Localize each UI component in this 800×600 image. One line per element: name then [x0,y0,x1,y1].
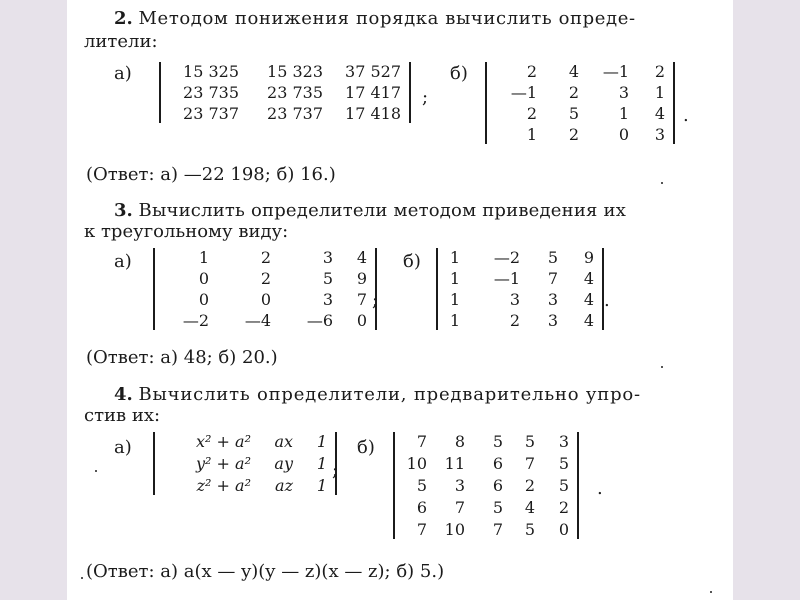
problem-4-number: 4. [114,384,133,405]
determinant-cell: 7 [524,454,535,473]
determinant-cell: 3 [509,290,520,309]
determinant-cell: 23 737 [267,104,323,123]
determinant-cell: 11 [444,454,465,473]
determinant-cell: 1 [526,125,537,144]
determinant-cell: 5 [558,476,569,495]
problem-2b-determinant [485,62,675,144]
determinant-cell: —2 [493,248,520,267]
determinant-cell: 5 [547,248,558,267]
problem-3b-determinant [436,248,604,330]
determinant-cell: 2 [526,104,537,123]
problem-2-b-label: б) [450,63,468,84]
problem-4-line1 [114,384,641,406]
determinant-cell: 3 [547,290,558,309]
determinant-cell: 10 [406,454,427,473]
determinant-cell: z² + a² [196,476,251,495]
determinant-cell: —6 [306,311,333,330]
determinant-cell: 3 [654,125,665,144]
determinant-cell: 6 [492,476,503,495]
determinant-cell: 7 [356,290,367,309]
problem-4b-determinant [393,432,579,539]
determinant-cell: 2 [568,125,579,144]
problem-2-line2: лители: [84,31,158,52]
determinant-cell: 10 [444,520,465,539]
determinant-cell: 37 527 [345,62,401,81]
determinant-cell: 0 [356,311,367,330]
determinant-cell: —4 [244,311,271,330]
determinant-cell: 4 [654,104,665,123]
determinant-cell: 4 [524,498,535,517]
determinant-cell: 1 [198,248,209,267]
determinant-cell: 3 [322,248,333,267]
problem-4-text: Вычислить определители, предварительно упро- [138,384,641,405]
determinant-cell: y² + a² [196,454,251,473]
determinant-cell: 7 [416,432,427,451]
problem-2-text: Методом понижения порядка вычислить опреде- [138,8,636,29]
problem-4-line2: стив их: [84,405,161,426]
determinant-cell: 2 [509,311,520,330]
determinant-cell: ax [274,432,293,451]
determinant-cell: 1 [449,290,460,309]
determinant-cell: 5 [492,432,503,451]
determinant-cell: 23 735 [267,83,323,102]
determinant-cell: 4 [583,290,594,309]
problem-4b-dot: . [597,478,603,499]
determinant-cell: 2 [654,62,665,81]
problem-2a-semicolon: ; [422,87,429,108]
determinant-cell: 7 [416,520,427,539]
problem-3-line2: к треугольному виду: [84,221,289,242]
determinant-cell: 3 [618,83,629,102]
problem-3-answer: (Ответ: а) 48; б) 20.) [86,347,278,368]
determinant-cell: —1 [602,62,629,81]
determinant-cell: 1 [316,432,327,451]
problem-3-text: Вычислить определители методом приведения их [138,200,627,221]
problem-3-number: 3. [114,200,133,221]
determinant-cell: 2 [524,476,535,495]
determinant-cell: 2 [260,248,271,267]
determinant-cell: 15 323 [267,62,323,81]
determinant-cell: 5 [524,520,535,539]
problem-3a-semicolon: ; [372,290,379,311]
determinant-cell: 3 [558,432,569,451]
determinant-cell: 8 [454,432,465,451]
determinant-cell: 1 [618,104,629,123]
problem-2-a-label: а) [114,63,132,84]
determinant-cell: 4 [583,269,594,288]
determinant-cell: 1 [654,83,665,102]
determinant-cell: 7 [492,520,503,539]
determinant-cell: 6 [416,498,427,517]
determinant-cell: 7 [454,498,465,517]
determinant-cell: x² + a² [196,432,251,451]
problem-4a-semicolon: ; [332,460,339,481]
print-speck [661,182,663,184]
print-speck [81,577,83,579]
determinant-cell: 4 [568,62,579,81]
determinant-cell: 3 [547,311,558,330]
print-speck [661,366,663,368]
problem-4-b-label: б) [357,437,375,458]
determinant-cell: 17 418 [345,104,401,123]
determinant-cell: 15 325 [183,62,239,81]
determinant-cell: 6 [492,454,503,473]
problem-2-number: 2. [114,8,133,29]
determinant-cell: 5 [524,432,535,451]
problem-3-a-label: а) [114,251,132,272]
determinant-cell: 3 [454,476,465,495]
determinant-cell: 5 [416,476,427,495]
problem-2a-determinant [159,62,411,123]
determinant-cell: 1 [316,454,327,473]
determinant-cell: 5 [568,104,579,123]
determinant-cell: 0 [260,290,271,309]
problem-2-answer: (Ответ: а) —22 198; б) 16.) [86,164,336,185]
determinant-cell: 0 [618,125,629,144]
print-speck [710,591,712,593]
determinant-cell: —1 [510,83,537,102]
determinant-cell: 0 [198,290,209,309]
determinant-cell: 4 [356,248,367,267]
determinant-cell: 0 [558,520,569,539]
determinant-cell: ay [274,454,293,473]
problem-4-a-label: а) [114,437,132,458]
determinant-cell: 5 [492,498,503,517]
determinant-cell: 1 [449,269,460,288]
determinant-cell: 1 [449,311,460,330]
problem-3a-determinant [153,248,377,330]
problem-3b-dot: . [604,290,610,311]
determinant-cell: —1 [493,269,520,288]
determinant-cell: —2 [182,311,209,330]
determinant-cell: 0 [198,269,209,288]
determinant-cell: az [275,476,293,495]
determinant-cell: 4 [583,311,594,330]
determinant-cell: 1 [316,476,327,495]
determinant-cell: 2 [558,498,569,517]
textbook-page [67,0,733,600]
problem-4-answer: (Ответ: а) a(x — y)(y — z)(x — z); б) 5.) [86,561,445,582]
determinant-cell: 5 [558,454,569,473]
problem-4a-determinant [153,432,337,495]
determinant-cell: 7 [547,269,558,288]
determinant-cell: 5 [322,269,333,288]
problem-3-b-label: б) [403,251,421,272]
determinant-cell: 23 737 [183,104,239,123]
determinant-cell: 2 [568,83,579,102]
determinant-cell: 3 [322,290,333,309]
determinant-cell: 2 [526,62,537,81]
problem-2b-dot: . [683,105,689,126]
determinant-cell: 2 [260,269,271,288]
problem-2-line1 [114,8,636,30]
determinant-cell: 23 735 [183,83,239,102]
determinant-cell: 9 [583,248,594,267]
print-speck [95,470,97,472]
problem-3-line1 [114,200,626,222]
determinant-cell: 17 417 [345,83,401,102]
determinant-cell: 9 [356,269,367,288]
determinant-cell: 1 [449,248,460,267]
